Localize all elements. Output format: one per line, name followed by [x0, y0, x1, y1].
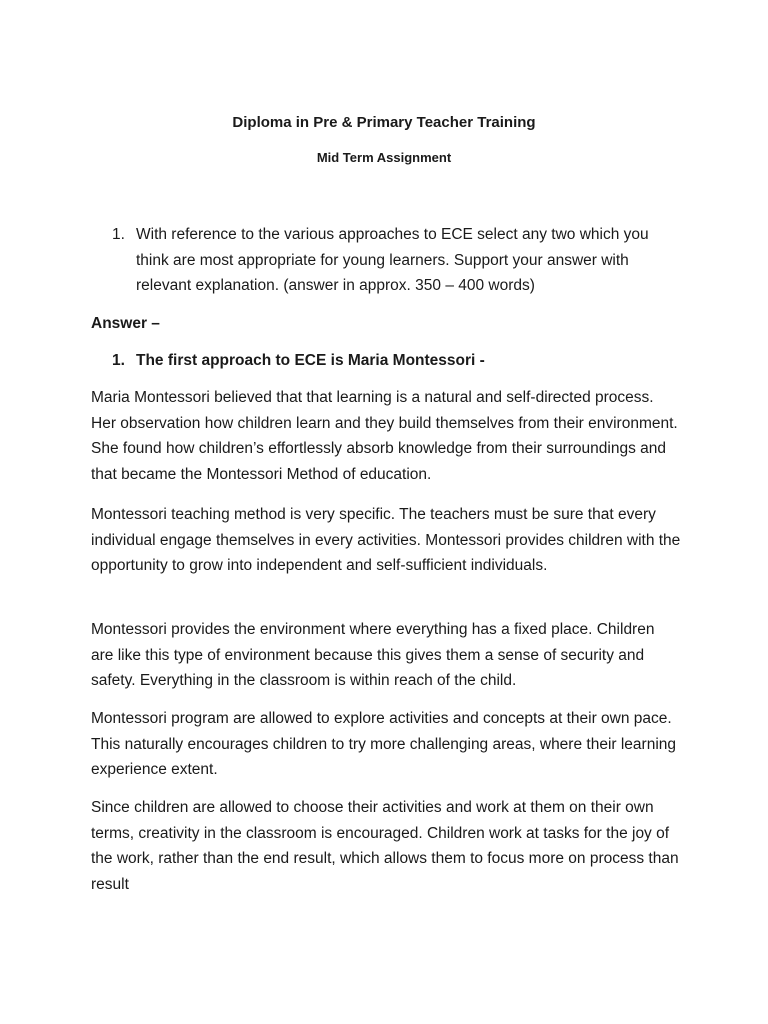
document-title: Diploma in Pre & Primary Teacher Training — [232, 114, 536, 131]
paragraph-5: Since children are allowed to choose their activities and work at them on their own terms, creativity in the classroom is encouraged. Children work at tasks for the joy of the work, rather than the end result, which allows them to focus more on process than result — [91, 799, 679, 893]
answer-label: Answer – — [91, 315, 160, 332]
paragraph-2: Montessori teaching method is very specific. The teachers must be sure that every individual engage themselves in every activities. Montessori provides children with the opportunity to grow into independent and self-sufficient individuals. — [91, 506, 681, 574]
section-heading-text: The first approach to ECE is Maria Montessori - — [136, 352, 485, 369]
section-number: 1. — [112, 352, 125, 369]
question-text: With reference to the various approaches to ECE select any two which you think are most appropriate for young learners. Support your answer with relevant explanation. (answer in approx. 350 – 400 words) — [136, 226, 649, 294]
paragraph-4: Montessori program are allowed to explore activities and concepts at their own pace. This naturally encourages children to try more challenging areas, where their learning experience extent. — [91, 710, 677, 778]
section-heading — [112, 350, 485, 372]
paragraph-1: Maria Montessori believed that that learning is a natural and self-directed process. Her observation how children learn and they build themselves from their environment. She found how children’s effortlessly absorb knowledge from their surroundings and that became the Montessori Method of education. — [91, 389, 678, 483]
document-subtitle: Mid Term Assignment — [316, 150, 452, 165]
question-number: 1. — [112, 226, 125, 243]
paragraph-3: Montessori provides the environment where everything has a fixed place. Children are like this type of environment because this gives them a sense of security and safety. Everything in the classroom is within reach of the child. — [91, 621, 655, 689]
question-item — [112, 222, 682, 299]
